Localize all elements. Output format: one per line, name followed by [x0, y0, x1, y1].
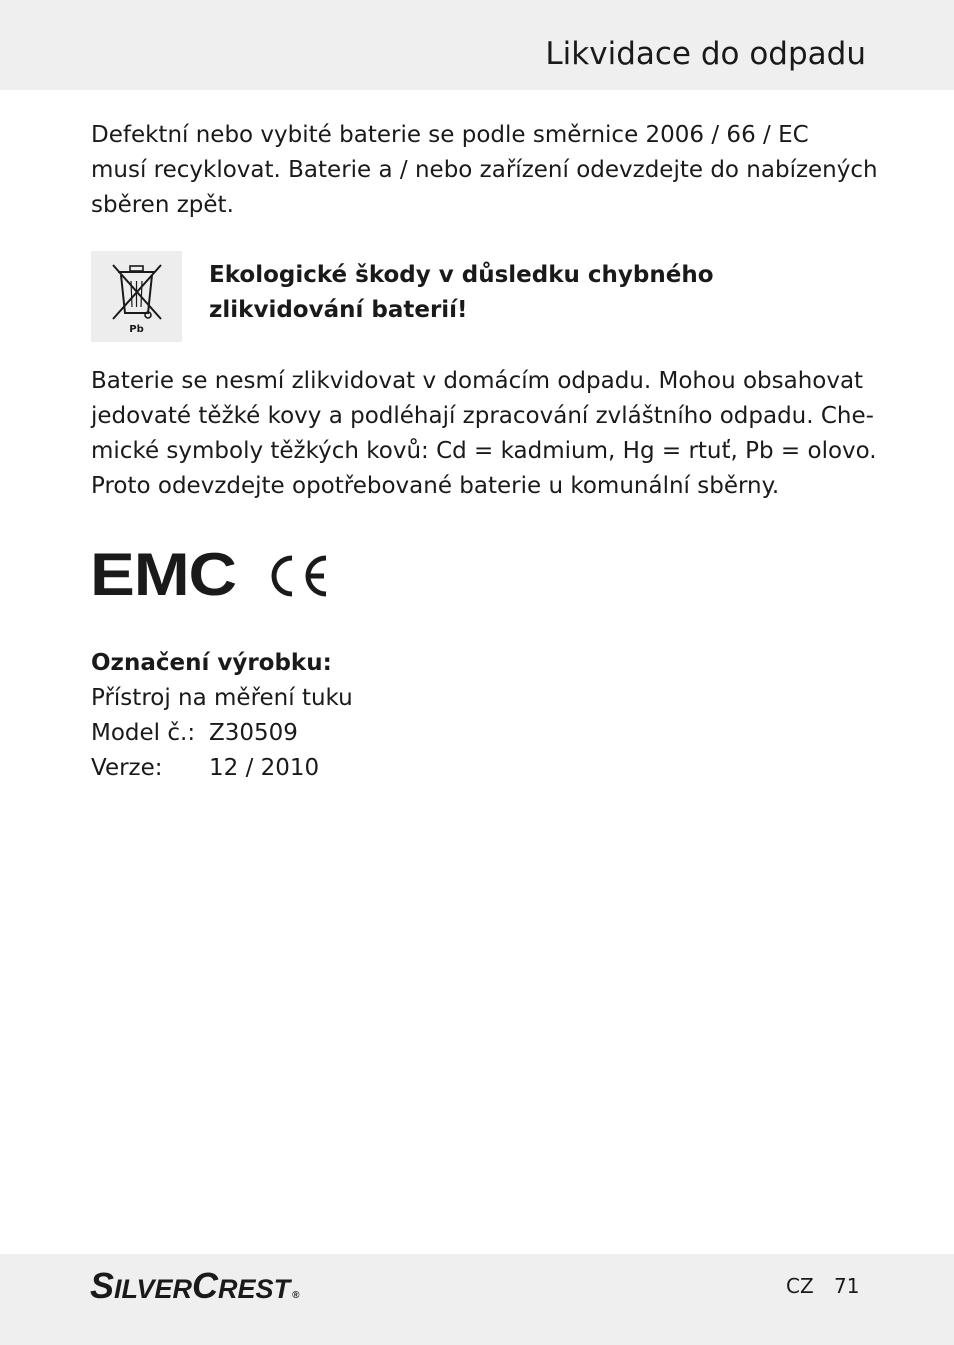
model-value: Z30509 — [209, 720, 298, 746]
battery-info-line: Baterie se nesmí zlikvidovat v domácím odpadu. Mohou obsahovat — [91, 368, 864, 394]
model-row — [91, 716, 691, 751]
intro-line: sběren zpět. — [91, 192, 234, 218]
crossed-bin-icon — [91, 251, 182, 342]
version-value: 12 / 2010 — [209, 755, 320, 781]
version-label: Verze: — [91, 755, 163, 781]
warning-line: zlikvidování baterií! — [209, 297, 468, 323]
page-title: Likvidace do odpadu — [545, 36, 866, 72]
ce-mark-icon — [264, 553, 330, 603]
battery-info-line: jedovaté těžké kovy a podléhají zpracování zvláštního odpadu. Che- — [91, 403, 874, 429]
language-code: CZ — [786, 1274, 814, 1298]
product-heading: Označení výrobku: — [91, 650, 332, 676]
emc-mark: EMC — [90, 541, 236, 608]
product-name: Přístroj na měření tuku — [91, 685, 353, 711]
intro-line: Defektní nebo vybité baterie se podle směrnice 2006 / 66 / EC — [91, 122, 809, 148]
battery-info-paragraph — [91, 364, 877, 504]
model-label: Model č.: — [91, 720, 196, 746]
product-designation — [91, 646, 691, 786]
page-header — [0, 0, 954, 90]
version-row — [91, 751, 691, 786]
page-number: 71 — [834, 1274, 860, 1298]
warning-heading — [209, 258, 859, 328]
warning-line: Ekologické škody v důsledku chybného — [209, 262, 714, 288]
intro-paragraph — [91, 118, 878, 223]
battery-info-line: Proto odevzdejte opotřebované baterie u komunální sběrny. — [91, 473, 780, 499]
battery-info-line: mické symboly těžkých kovů: Cd = kadmium, Hg = rtuť, Pb = olovo. — [91, 438, 877, 464]
silvercrest-logo: SILVERCREST ® — [90, 1265, 300, 1306]
intro-line: musí recyklovat. Baterie a / nebo zařízení odevzdejte do nabízených — [91, 157, 878, 183]
pb-label: Pb — [129, 324, 144, 335]
